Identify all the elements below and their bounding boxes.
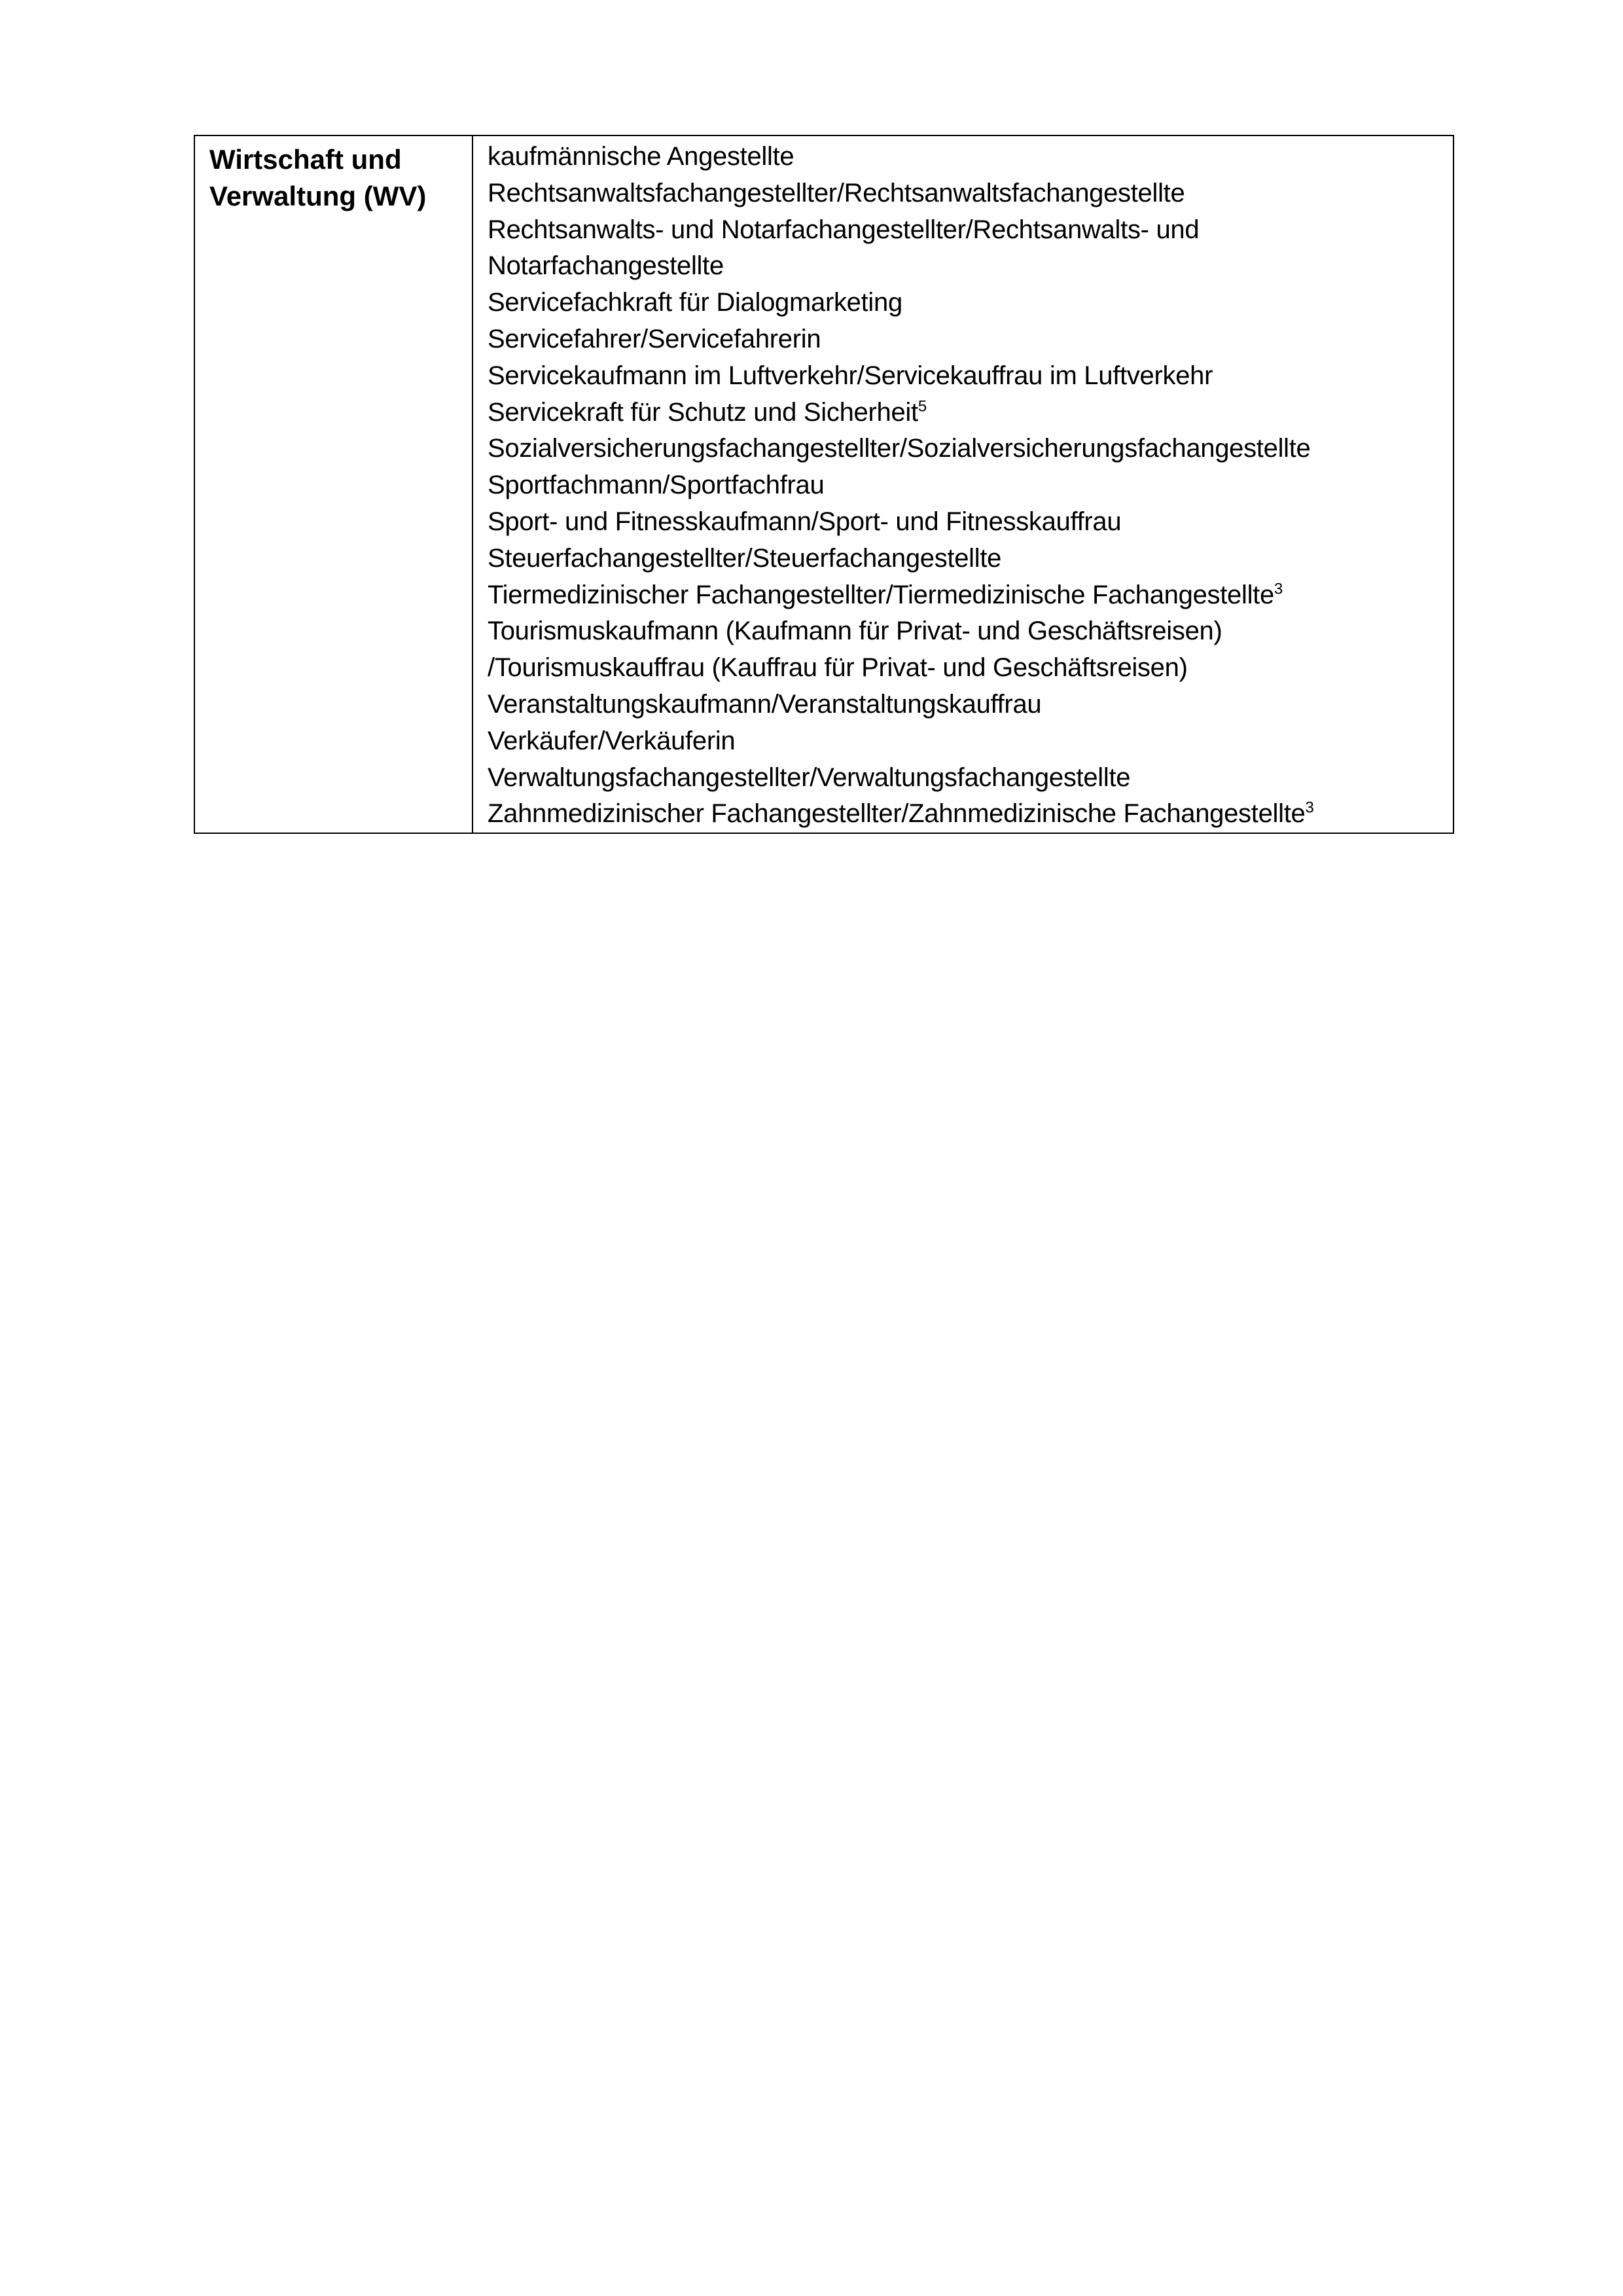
list-item [488, 285, 1446, 321]
occupation-text: Tiermedizinischer Fachangestellter/Tiermedizinische Fachangestellte [488, 580, 1274, 609]
list-item [488, 577, 1446, 614]
occupation-text: Servicekraft für Schutz und Sicherheit [488, 397, 918, 427]
occupation-text: /Tourismuskauffrau (Kauffrau für Privat- und Geschäftsreisen) [488, 653, 1188, 683]
list-item [488, 175, 1446, 212]
table-row [194, 135, 1454, 833]
category-cell [194, 135, 473, 833]
occupation-text: Servicekaufmann im Luftverkehr/Servicekauffrau im Luftverkehr [488, 361, 1213, 390]
list-item [488, 321, 1446, 358]
footnote-marker: 5 [918, 397, 927, 416]
list-item [488, 796, 1446, 833]
occupation-text: Steuerfachangestellter/Steuerfachangestellte [488, 543, 1002, 573]
list-item [488, 467, 1446, 504]
occupation-text: Tourismuskaufmann (Kaufmann für Privat- und Geschäftsreisen) [488, 617, 1222, 646]
category-heading-line-2: Verwaltung (WV) [209, 181, 427, 211]
occupation-text: Notarfachangestellte [488, 251, 724, 281]
occupations-cell [473, 135, 1454, 833]
occupation-text: Servicefahrer/Servicefahrerin [488, 324, 821, 353]
list-item [488, 431, 1446, 467]
list-item [488, 723, 1446, 760]
list-item [488, 613, 1446, 650]
list-item [488, 212, 1446, 249]
list-item [488, 541, 1446, 577]
occupation-text: Sport- und Fitnesskaufmann/Sport- und Fitnesskauffrau [488, 507, 1122, 536]
occupations-list [473, 136, 1453, 833]
occupation-text: Verkäufer/Verkäuferin [488, 726, 736, 755]
occupation-text: Sportfachmann/Sportfachfrau [488, 471, 825, 500]
occupation-text: kaufmännische Angestellte [488, 142, 794, 171]
list-item [488, 504, 1446, 541]
occupations-table [194, 135, 1454, 834]
list-item [488, 395, 1446, 431]
occupation-text: Servicefachkraft für Dialogmarketing [488, 288, 902, 317]
occupation-text: Sozialversicherungsfachangestellter/Sozialversicherungsfachangestellte [488, 434, 1311, 463]
list-item [488, 760, 1446, 797]
occupation-text: Veranstaltungskaufmann/Veranstaltungskauffrau [488, 689, 1042, 719]
list-item [488, 248, 1446, 285]
list-item [488, 139, 1446, 175]
occupation-text: Rechtsanwalts- und Notarfachangestellter/Rechtsanwalts- und [488, 215, 1200, 244]
occupation-text: Rechtsanwaltsfachangestellter/Rechtsanwaltsfachangestellte [488, 178, 1185, 207]
occupation-text: Verwaltungsfachangestellter/Verwaltungsfachangestellte [488, 762, 1131, 792]
category-heading-line-1: Wirtschaft und [209, 144, 402, 175]
footnote-marker: 3 [1274, 580, 1283, 598]
footnote-marker: 3 [1305, 799, 1314, 817]
list-item [488, 358, 1446, 395]
occupation-text: Zahnmedizinischer Fachangestellter/Zahnmedizinische Fachangestellte [488, 799, 1306, 829]
list-item [488, 650, 1446, 687]
list-item [488, 687, 1446, 723]
